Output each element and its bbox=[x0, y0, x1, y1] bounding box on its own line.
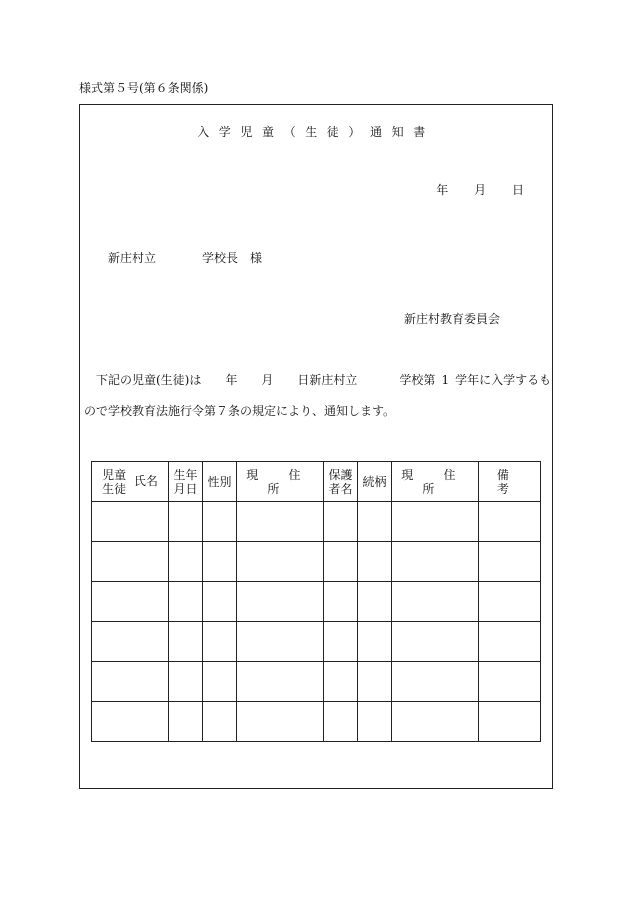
cell-birthdate[interactable] bbox=[169, 662, 203, 702]
cell-relation[interactable] bbox=[358, 542, 392, 582]
date-line bbox=[414, 181, 524, 198]
cell-remarks[interactable] bbox=[479, 502, 541, 542]
cell-remarks[interactable] bbox=[479, 622, 541, 662]
header-guardian-b: 者名 bbox=[328, 481, 353, 496]
cell-guardian-address[interactable] bbox=[392, 542, 479, 582]
cell-guardian-address[interactable] bbox=[392, 702, 479, 742]
header-student-name bbox=[92, 462, 169, 502]
body-part-2: 年 bbox=[225, 373, 238, 387]
header-birth-b: 月日 bbox=[173, 481, 198, 496]
header-student-a: 児童 bbox=[102, 467, 127, 482]
header-birth-a: 生年 bbox=[173, 467, 198, 482]
header-gender: 性別 bbox=[203, 462, 237, 502]
cell-birthdate[interactable] bbox=[169, 502, 203, 542]
header-guardian-a: 保護 bbox=[328, 467, 353, 482]
cell-name[interactable] bbox=[92, 702, 169, 742]
cell-gender[interactable] bbox=[203, 662, 237, 702]
body-part-5: 学校第 bbox=[399, 373, 436, 387]
issuer-name: 新庄村教育委員会 bbox=[403, 312, 500, 326]
cell-address[interactable] bbox=[237, 502, 324, 542]
table-body bbox=[92, 502, 541, 742]
form-number-label: 様式第５号(第６条関係) bbox=[79, 81, 209, 95]
table-row bbox=[92, 542, 541, 582]
table-row bbox=[92, 582, 541, 622]
cell-remarks[interactable] bbox=[479, 582, 541, 622]
addressee-village: 新庄村立 bbox=[108, 251, 157, 265]
cell-birthdate[interactable] bbox=[169, 582, 203, 622]
cell-remarks[interactable] bbox=[479, 702, 541, 742]
header-birthdate bbox=[169, 462, 203, 502]
cell-gender[interactable] bbox=[203, 542, 237, 582]
body-part-3: 月 bbox=[261, 373, 274, 387]
table-header-row bbox=[92, 462, 541, 502]
cell-remarks[interactable] bbox=[479, 662, 541, 702]
cell-birthdate[interactable] bbox=[169, 542, 203, 582]
cell-address[interactable] bbox=[237, 582, 324, 622]
body-part-4: 日新庄村立 bbox=[297, 373, 358, 387]
addressee-school: 学校長 bbox=[202, 251, 239, 265]
cell-guardian-name[interactable] bbox=[324, 582, 358, 622]
cell-name[interactable] bbox=[92, 502, 169, 542]
cell-guardian-address[interactable] bbox=[392, 582, 479, 622]
students-table bbox=[91, 461, 541, 742]
cell-guardian-address[interactable] bbox=[392, 622, 479, 662]
header-student-b: 生徒 bbox=[102, 481, 127, 496]
addressee-honorific: 様 bbox=[250, 251, 263, 265]
header-address: 現 住 所 bbox=[237, 462, 324, 502]
cell-relation[interactable] bbox=[358, 582, 392, 622]
grade-number: 1 bbox=[441, 373, 450, 387]
cell-address[interactable] bbox=[237, 542, 324, 582]
body-line-1 bbox=[96, 371, 551, 388]
body-part-1: 下記の児童(生徒)は bbox=[96, 373, 202, 387]
cell-relation[interactable] bbox=[358, 502, 392, 542]
cell-guardian-address[interactable] bbox=[392, 662, 479, 702]
body-part-6: 学年に入学するも bbox=[455, 373, 552, 387]
cell-guardian-name[interactable] bbox=[324, 662, 358, 702]
cell-address[interactable] bbox=[237, 662, 324, 702]
cell-address[interactable] bbox=[237, 622, 324, 662]
cell-name[interactable] bbox=[92, 622, 169, 662]
header-name: 氏名 bbox=[133, 474, 158, 488]
header-remarks: 備 考 bbox=[479, 462, 541, 502]
date-month: 月 bbox=[474, 183, 487, 197]
cell-birthdate[interactable] bbox=[169, 622, 203, 662]
table-row bbox=[92, 702, 541, 742]
cell-gender[interactable] bbox=[203, 582, 237, 622]
cell-address[interactable] bbox=[237, 702, 324, 742]
cell-relation[interactable] bbox=[358, 622, 392, 662]
cell-birthdate[interactable] bbox=[169, 702, 203, 742]
header-guardian-name bbox=[324, 462, 358, 502]
cell-relation[interactable] bbox=[358, 662, 392, 702]
cell-gender[interactable] bbox=[203, 502, 237, 542]
cell-guardian-address[interactable] bbox=[392, 502, 479, 542]
cell-gender[interactable] bbox=[203, 702, 237, 742]
cell-guardian-name[interactable] bbox=[324, 542, 358, 582]
date-day: 日 bbox=[511, 183, 524, 197]
table-row bbox=[92, 502, 541, 542]
document-title: 入学児童（生徒）通知書 bbox=[197, 125, 435, 139]
addressee-line bbox=[108, 249, 262, 266]
header-relation: 続柄 bbox=[358, 462, 392, 502]
form-frame bbox=[79, 104, 553, 789]
table-row bbox=[92, 622, 541, 662]
body-line-2: ので学校教育法施行令第７条の規定により、通知します。 bbox=[84, 404, 396, 418]
cell-name[interactable] bbox=[92, 662, 169, 702]
cell-guardian-name[interactable] bbox=[324, 502, 358, 542]
cell-name[interactable] bbox=[92, 582, 169, 622]
cell-remarks[interactable] bbox=[479, 542, 541, 582]
date-year: 年 bbox=[436, 183, 449, 197]
cell-name[interactable] bbox=[92, 542, 169, 582]
cell-gender[interactable] bbox=[203, 622, 237, 662]
header-guardian-address: 現 住 所 bbox=[392, 462, 479, 502]
table-row bbox=[92, 662, 541, 702]
cell-relation[interactable] bbox=[358, 702, 392, 742]
cell-guardian-name[interactable] bbox=[324, 622, 358, 662]
cell-guardian-name[interactable] bbox=[324, 702, 358, 742]
